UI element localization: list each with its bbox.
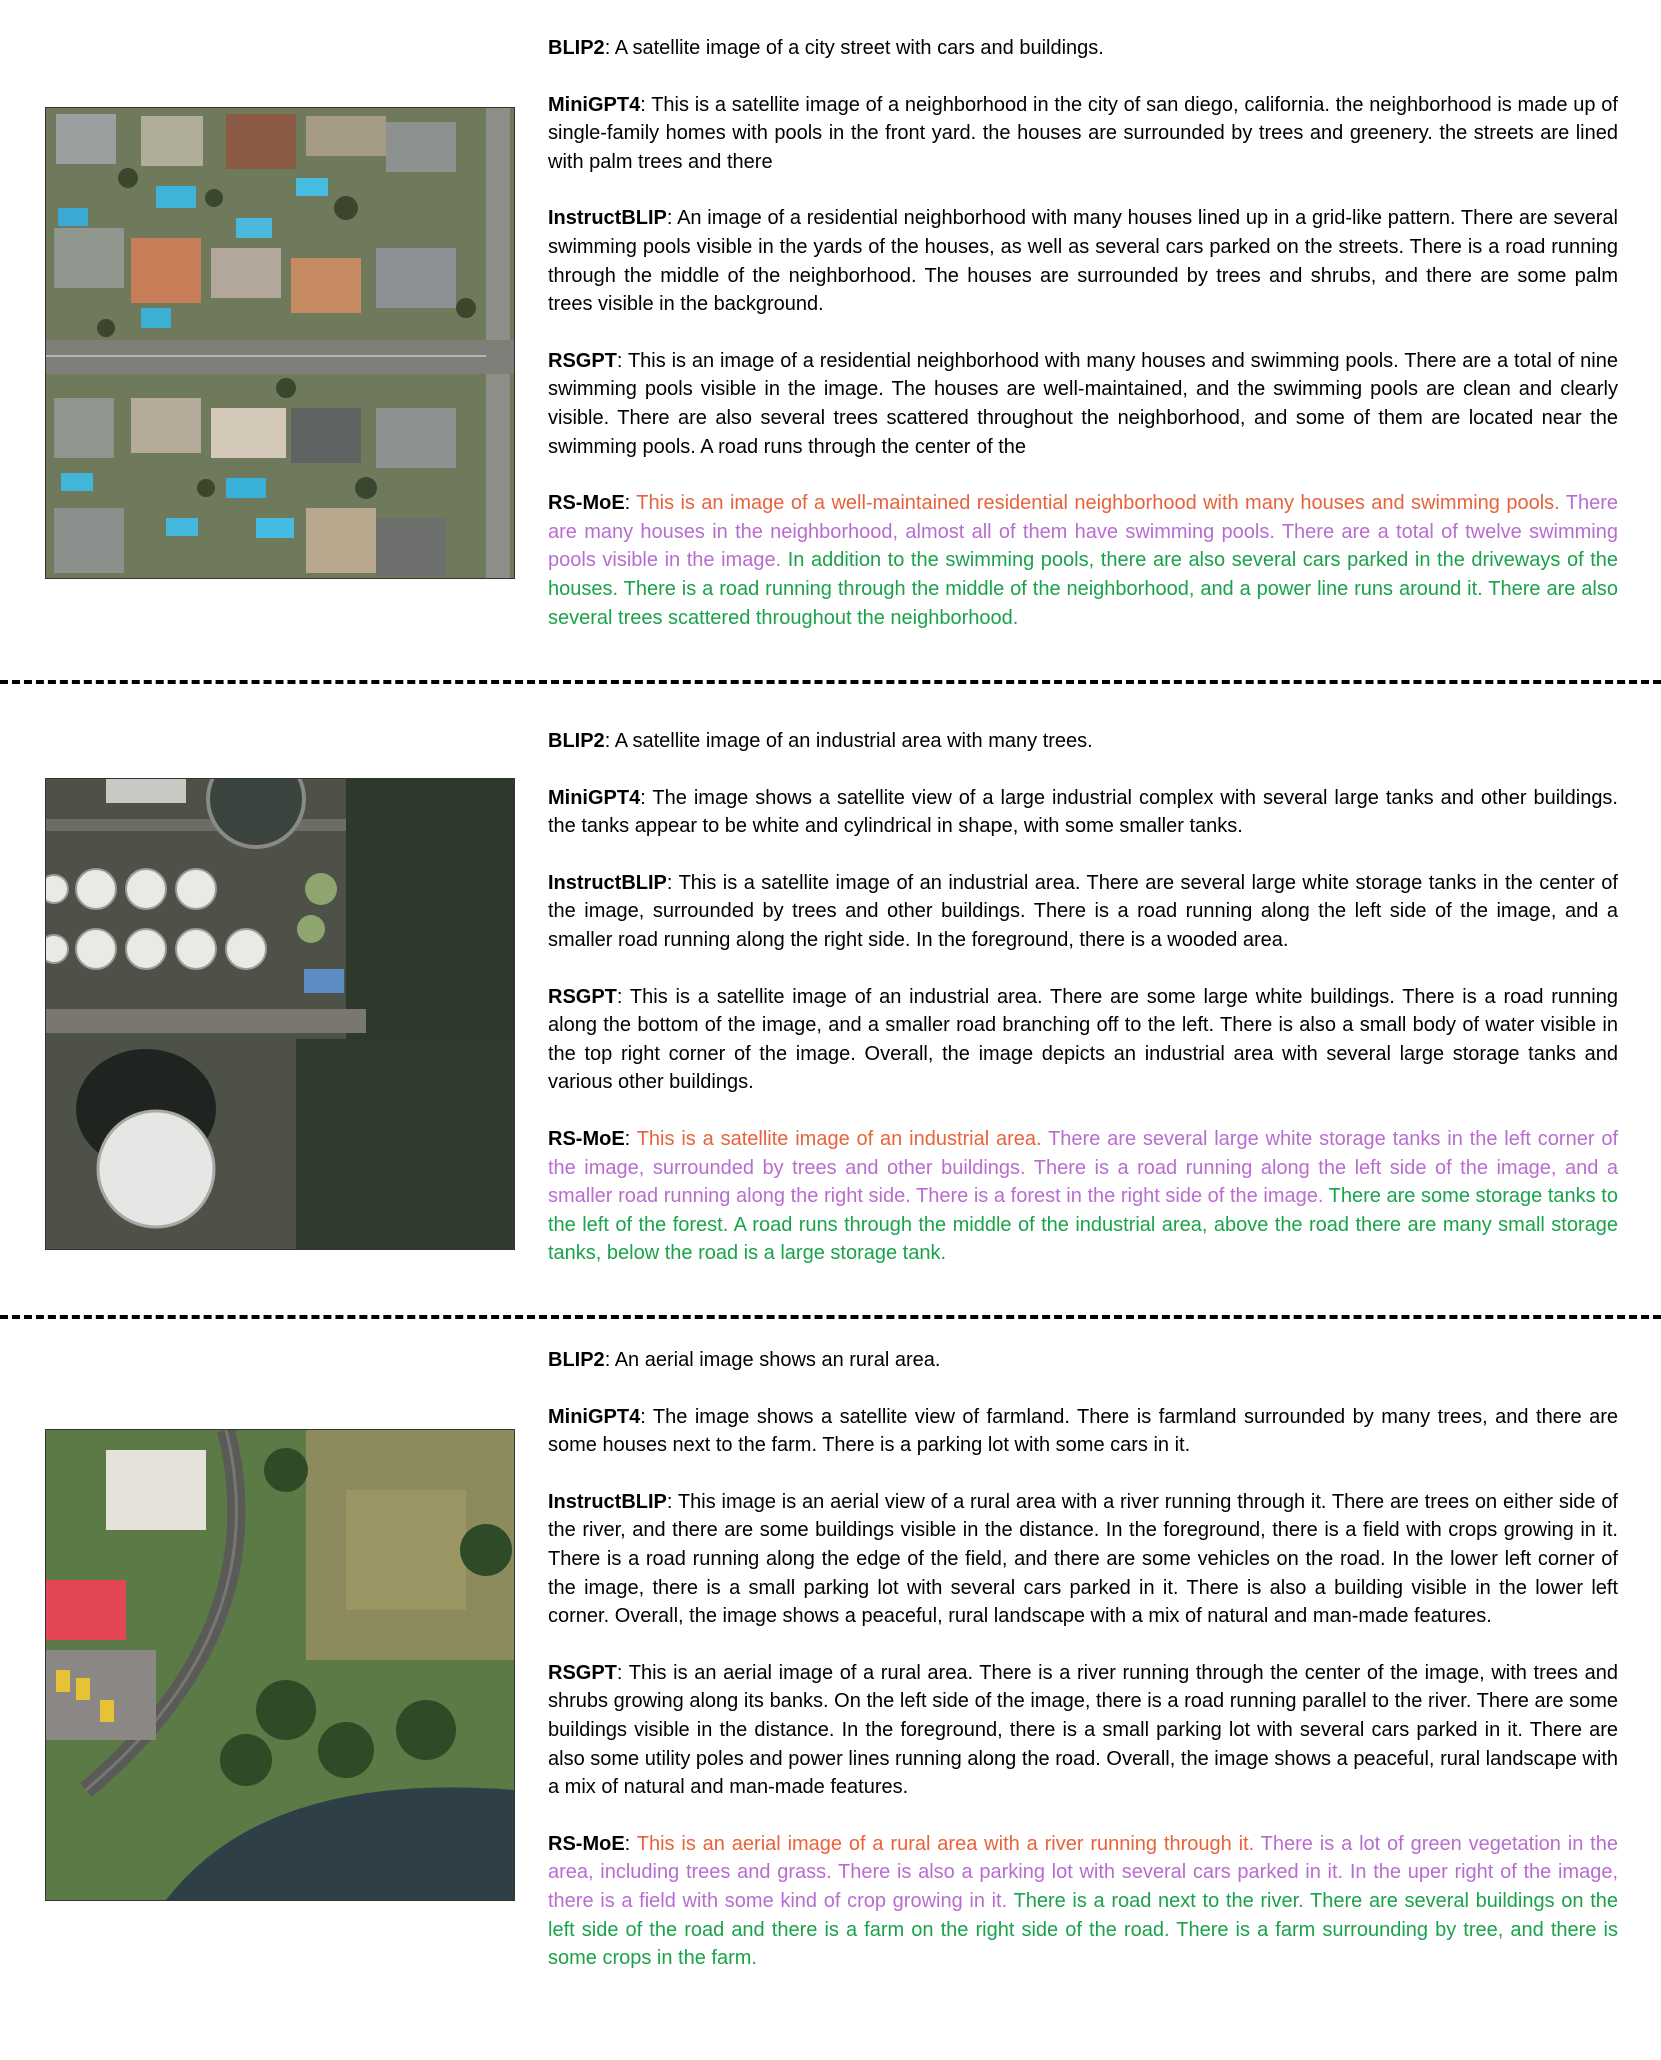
caption-rsmoe: RS-MoE: This is an aerial image of a rural area with a river running through it. There is a lot of green vegetation in the area, including trees and grass. There is also a parking lot with several cars parked in it. In the uper right of the image, there is a field with some kind of crop growing in it. There is a road next to the river. There are several buildings on the left side of the road and there is a farm on the right side of the road. There is a farm surrounding by tree, and there is some crops in the farm. (548, 1832, 1619, 1970)
caption-minigpt4: MiniGPT4: This is a satellite image of a neighborhood in the city of san diego, california. the neighborhood is made up of single-family homes with pools in the front yard. the houses are surrounded by trees and greenery. the streets are lined with palm trees and there (548, 93, 1618, 173)
model-name: MiniGPT4 (548, 93, 641, 116)
model-name: RSGPT (548, 1661, 617, 1684)
panel-industrial-captions (548, 727, 1618, 1296)
caption-text-purple: There are many houses in the neighborhood, almost all of them have swimming pools. There are a total of twelve swimming pools visible in the image. (548, 492, 1618, 572)
caption-text: This is a satellite image of a neighborhood in the city of san diego, california. the neighborhood is made up of single-family homes with pools in the front yard. the houses are surrounded by trees and greenery. the streets are lined with palm trees and there (548, 93, 1618, 173)
caption-blip2: BLIP2: A satellite image of a city street with cars and buildings. (548, 37, 1104, 59)
model-name: RS-MoE (548, 1127, 625, 1150)
caption-rsgpt: RSGPT: This is a satellite image of an industrial area. There are some large white buildings. There is a road running along the bottom of the image, and a smaller road branching off to the left. There is also a small body of water visible in the top right corner of the image. Overall, the image depicts an industrial area with several large storage tanks and various other buildings. (548, 985, 1618, 1094)
caption-minigpt4: MiniGPT4: The image shows a satellite view of farmland. There is farmland surrounded by many trees, and there are some houses next to the farm. There is a parking lot with some cars in it. (548, 1405, 1618, 1457)
residential-satellite-image (45, 107, 515, 579)
model-name: InstructBLIP (548, 1490, 667, 1513)
caption-rsmoe: RS-MoE: This is a satellite image of an industrial area. There are several large white storage tanks in the left corner of the image, surrounded by trees and other buildings. There is a road running along the left side of the image, and a smaller road running along the right side. There is a forest in the right side of the image. There are some storage tanks to the left of the forest. A road runs through the middle of the industrial area, above the road there are many small storage tanks, below the road is a large storage tank. (548, 1127, 1619, 1265)
panel-residential (0, 0, 1661, 680)
caption-text: A satellite image of a city street with cars and buildings. (614, 37, 1104, 59)
caption-text: This is a satellite image of an industrial area. There are several large white storage tanks in the center of the image, surrounded by trees and other buildings. There is a road running along the left side of the image, and a smaller road running along the right side. In the foreground, there is a wooded area. (548, 871, 1618, 951)
caption-rsgpt: RSGPT: This is an aerial image of a rural area. There is a river running through the center of the image, with trees and shrubs growing along its banks. On the left side of the image, there is a road running parallel to the river. There are some buildings visible in the distance. In the foreground, there is a small parking lot with several cars parked in it. There are also some utility poles and power lines running along the road. Overall, the image shows a peaceful, rural landscape with a mix of natural and man-made features. (548, 1661, 1618, 1799)
model-name: InstructBLIP (548, 871, 667, 894)
caption-text: The image shows a satellite view of a large industrial complex with several large tanks and other buildings. the tanks appear to be white and cylindrical in shape, with some smaller tanks. (548, 786, 1618, 838)
model-name: RSGPT (548, 985, 617, 1008)
caption-blip2: BLIP2: An aerial image shows an rural area. (548, 1349, 941, 1371)
caption-blip2: BLIP2: A satellite image of an industrial area with many trees. (548, 730, 1093, 752)
caption-text-green: In addition to the swimming pools, there are also several cars parked in the driveways of the houses. There is a road running through the middle of the neighborhood, and a power line runs around it. There are also several trees scattered throughout the neighborhood. (548, 549, 1619, 629)
caption-instructblip: InstructBLIP: This image is an aerial view of a rural area with a river running through it. There are trees on either side of the river, and there are some buildings visible in the distance. In the foreground, there is a field with crops growing in it. There is a road running along the edge of the field, and there are some vehicles on the road. In the lower left corner of the image, there is a small parking lot with several cars parked in it. There is also a building visible in the lower left corner. Overall, the image shows a peaceful, rural landscape with a mix of natural and man-made features. (548, 1490, 1618, 1628)
model-name: InstructBLIP (548, 207, 667, 230)
caption-text-orange: This is an aerial image of a rural area with a river running through it. (636, 1832, 1255, 1855)
industrial-satellite-image (45, 778, 515, 1250)
panel-rural (0, 1319, 1661, 2060)
caption-text: This is a satellite image of an industrial area. There are some large white buildings. There is a road running along the bottom of the image, and a smaller road branching off to the left. There is also a small body of water visible in the top right corner of the image. Overall, the image depicts an industrial area with several large storage tanks and various other buildings. (548, 985, 1618, 1094)
caption-text: This image is an aerial view of a rural area with a river running through it. There are trees on either side of the river, and there are some buildings visible in the distance. In the foreground, there is a field with crops growing in it. There is a road running along the edge of the field, and there are some vehicles on the road. In the lower left corner of the image, there is a small parking lot with several cars parked in it. There is also a building visible in the lower left corner. Overall, the image shows a peaceful, rural landscape with a mix of natural and man-made features. (548, 1490, 1618, 1628)
caption-text-purple: There is a lot of green vegetation in the area, including trees and grass. There is also a parking lot with several cars parked in it. In the uper right of the image, there is a field with some kind of crop growing in it. (548, 1832, 1618, 1912)
model-name: BLIP2 (548, 1349, 605, 1371)
caption-text: The image shows a satellite view of farmland. There is farmland surrounded by many trees, and there are some houses next to the farm. There is a parking lot with some cars in it. (548, 1405, 1618, 1457)
caption-text-green: There are some storage tanks to the left of the forest. A road runs through the middle of the industrial area, above the road there are many small storage tanks, below the road is a large storage tank. (548, 1185, 1618, 1265)
caption-rsgpt: RSGPT: This is an image of a residential neighborhood with many houses and swimming pools. There are a total of nine swimming pools visible in the image. The houses are well-maintained, and the swimming pools are clean and clearly visible. There are also several trees scattered throughout the neighborhood, and some of them are located near the swimming pools. A road runs through the center of the (548, 349, 1618, 458)
rural-aerial-image (45, 1429, 515, 1901)
model-name: RS-MoE (548, 492, 625, 515)
caption-rsmoe: RS-MoE: This is an image of a well-maintained residential neighborhood with many houses and swimming pools. There are many houses in the neighborhood, almost all of them have swimming pools. There are a total of twelve swimming pools visible in the image. In addition to the swimming pools, there are also several cars parked in the driveways of the houses. There is a road running through the middle of the neighborhood, and a power line runs around it. There are also several trees scattered throughout the neighborhood. (548, 492, 1619, 629)
caption-text-orange: This is an image of a well-maintained residential neighborhood with many houses and swimming pools. (636, 492, 1560, 515)
caption-minigpt4: MiniGPT4: The image shows a satellite view of a large industrial complex with several large tanks and other buildings. the tanks appear to be white and cylindrical in shape, with some smaller tanks. (548, 786, 1618, 838)
caption-text: An image of a residential neighborhood with many houses lined up in a grid-like pattern. There are several swimming pools visible in the yards of the houses, as well as several cars parked on the streets. There is a road running through the middle of the neighborhood. The houses are surrounded by trees and shrubs, and there are some palm trees visible in the background. (548, 207, 1618, 316)
caption-text-orange: This is a satellite image of an industrial area. (636, 1127, 1042, 1150)
caption-instructblip: InstructBLIP: An image of a residential neighborhood with many houses lined up in a grid-like pattern. There are several swimming pools visible in the yards of the houses, as well as several cars parked on the streets. There is a road running through the middle of the neighborhood. The houses are surrounded by trees and shrubs, and there are some palm trees visible in the background. (548, 207, 1618, 316)
caption-text: This is an aerial image of a rural area. There is a river running through the center of the image, with trees and shrubs growing along its banks. On the left side of the image, there is a road running parallel to the river. There are some buildings visible in the distance. In the foreground, there is a small parking lot with several cars parked in it. There are also some utility poles and power lines running along the road. Overall, the image shows a peaceful, rural landscape with a mix of natural and man-made features. (548, 1661, 1618, 1799)
model-name: RS-MoE (548, 1832, 625, 1855)
caption-text: A satellite image of an industrial area with many trees. (614, 730, 1093, 752)
model-name: MiniGPT4 (548, 786, 641, 809)
caption-text: This is an image of a residential neighborhood with many houses and swimming pools. There are a total of nine swimming pools visible in the image. The houses are well-maintained, and the swimming pools are clean and clearly visible. There are also several trees scattered throughout the neighborhood, and some of them are located near the swimming pools. A road runs through the center of the (548, 349, 1618, 458)
caption-instructblip: InstructBLIP: This is a satellite image of an industrial area. There are several large white storage tanks in the center of the image, surrounded by trees and other buildings. There is a road running along the left side of the image, and a smaller road running along the right side. In the foreground, there is a wooded area. (548, 871, 1618, 951)
caption-text-purple: There are several large white storage tanks in the left corner of the image, surrounded by trees and other buildings. There is a road running along the left side of the image, and a smaller road running along the right side. There is a forest in the right side of the image. (548, 1127, 1619, 1208)
model-name: BLIP2 (548, 37, 605, 59)
model-name: BLIP2 (548, 730, 605, 752)
panel-rural-captions (548, 1346, 1618, 2001)
model-name: RSGPT (548, 349, 617, 372)
panel-residential-captions (548, 34, 1618, 660)
caption-text-green: There is a road next to the river. There are several buildings on the left side of the road and there is a farm on the right side of the road. There is a farm surrounding by tree, and there is some crops in the farm. (548, 1889, 1619, 1970)
model-name: MiniGPT4 (548, 1405, 641, 1428)
caption-text: An aerial image shows an rural area. (614, 1349, 941, 1371)
panel-industrial (0, 684, 1661, 1315)
